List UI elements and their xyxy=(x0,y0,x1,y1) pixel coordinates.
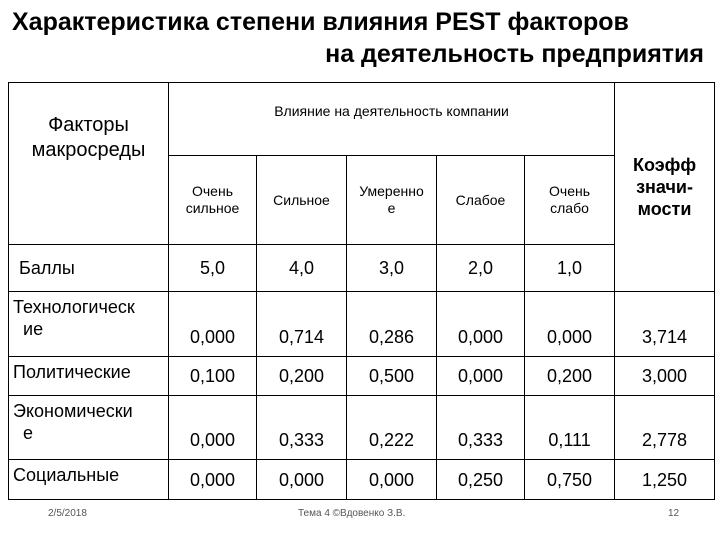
factors-header-line-1: Факторы xyxy=(48,114,129,136)
value-cell: 0,286 xyxy=(347,292,437,357)
table-row xyxy=(9,395,715,460)
subheader-very-weak-line-2: слабо xyxy=(550,200,589,216)
value-cell: 0,100 xyxy=(169,356,257,395)
coefficient-cell: 2,778 xyxy=(615,395,715,460)
table-row xyxy=(9,356,715,395)
subheader-very-weak-line-1: Очень xyxy=(549,183,591,199)
value-cell: 0,750 xyxy=(525,460,615,500)
score-cell: 1,0 xyxy=(525,245,615,292)
row-label-political xyxy=(9,356,169,395)
subheader-very-strong-line-1: Очень xyxy=(192,183,233,199)
coefficient-cell: 1,250 xyxy=(615,460,715,500)
value-cell: 0,000 xyxy=(169,292,257,357)
value-cell: 0,333 xyxy=(437,395,525,460)
row-label-social xyxy=(9,460,169,500)
coef-header-line-1: Коэфф xyxy=(632,155,697,175)
value-cell: 0,000 xyxy=(437,292,525,357)
score-cell: 5,0 xyxy=(169,245,257,292)
row-label-line-1: Технологическ xyxy=(13,297,135,317)
row-label-technological xyxy=(9,292,169,357)
row-label-line-1: Социальные xyxy=(13,465,120,486)
value-cell: 0,200 xyxy=(257,356,347,395)
value-cell: 0,000 xyxy=(347,460,437,500)
factors-header xyxy=(9,83,169,245)
footer-date: 2/5/2018 xyxy=(48,508,87,519)
subheader-weak xyxy=(437,156,525,245)
factors-header-line-2: макросреды xyxy=(31,139,146,161)
scores-label: Баллы xyxy=(9,245,169,292)
value-cell: 0,000 xyxy=(525,292,615,357)
subheader-strong-line-1: Сильное xyxy=(273,191,330,208)
slide-title xyxy=(0,6,720,70)
subheader-moderate-line-1: Умеренно xyxy=(359,183,424,199)
subheader-very-strong xyxy=(169,156,257,245)
value-cell: 0,714 xyxy=(257,292,347,357)
value-cell: 0,000 xyxy=(169,460,257,500)
value-cell: 0,250 xyxy=(437,460,525,500)
coef-header-line-2: значи- xyxy=(636,177,693,197)
subheader-moderate-line-2: е xyxy=(387,200,396,216)
pest-factors-table xyxy=(8,82,715,500)
value-cell: 0,111 xyxy=(525,395,615,460)
table-row xyxy=(9,460,715,500)
footer-topic: Тема 4 ©Вдовенко З.В. xyxy=(298,508,406,519)
row-label-line-1: Экономически xyxy=(13,400,133,421)
subheader-strong xyxy=(257,156,347,245)
value-cell: 0,000 xyxy=(437,356,525,395)
subheader-very-strong-line-2: сильное xyxy=(185,200,240,216)
row-label-line-1: Политические xyxy=(13,361,131,382)
value-cell: 0,333 xyxy=(257,395,347,460)
row-label-line-2: ие xyxy=(23,319,44,339)
value-cell: 0,200 xyxy=(525,356,615,395)
score-cell: 2,0 xyxy=(437,245,525,292)
footer-page-number: 12 xyxy=(668,508,680,519)
row-label-economic xyxy=(9,395,169,460)
table-row xyxy=(9,292,715,357)
subheader-very-weak xyxy=(525,156,615,245)
subheader-weak-line-1: Слабое xyxy=(455,191,506,208)
value-cell: 0,000 xyxy=(257,460,347,500)
score-cell: 4,0 xyxy=(257,245,347,292)
row-label-line-2: е xyxy=(23,422,34,443)
value-cell: 0,000 xyxy=(169,395,257,460)
coefficient-header xyxy=(615,83,715,292)
score-cell: 3,0 xyxy=(347,245,437,292)
value-cell: 0,500 xyxy=(347,356,437,395)
slide-title-line-1: Характеристика степени влияния PEST факторов xyxy=(12,8,629,36)
coefficient-cell: 3,000 xyxy=(615,356,715,395)
slide-title-line-2: на деятельность предприятия xyxy=(325,40,704,68)
coefficient-cell: 3,714 xyxy=(615,292,715,357)
influence-header: Влияние на деятельность компании xyxy=(169,83,615,156)
value-cell: 0,222 xyxy=(347,395,437,460)
coef-header-line-3: мости xyxy=(637,199,692,219)
subheader-moderate xyxy=(347,156,437,245)
